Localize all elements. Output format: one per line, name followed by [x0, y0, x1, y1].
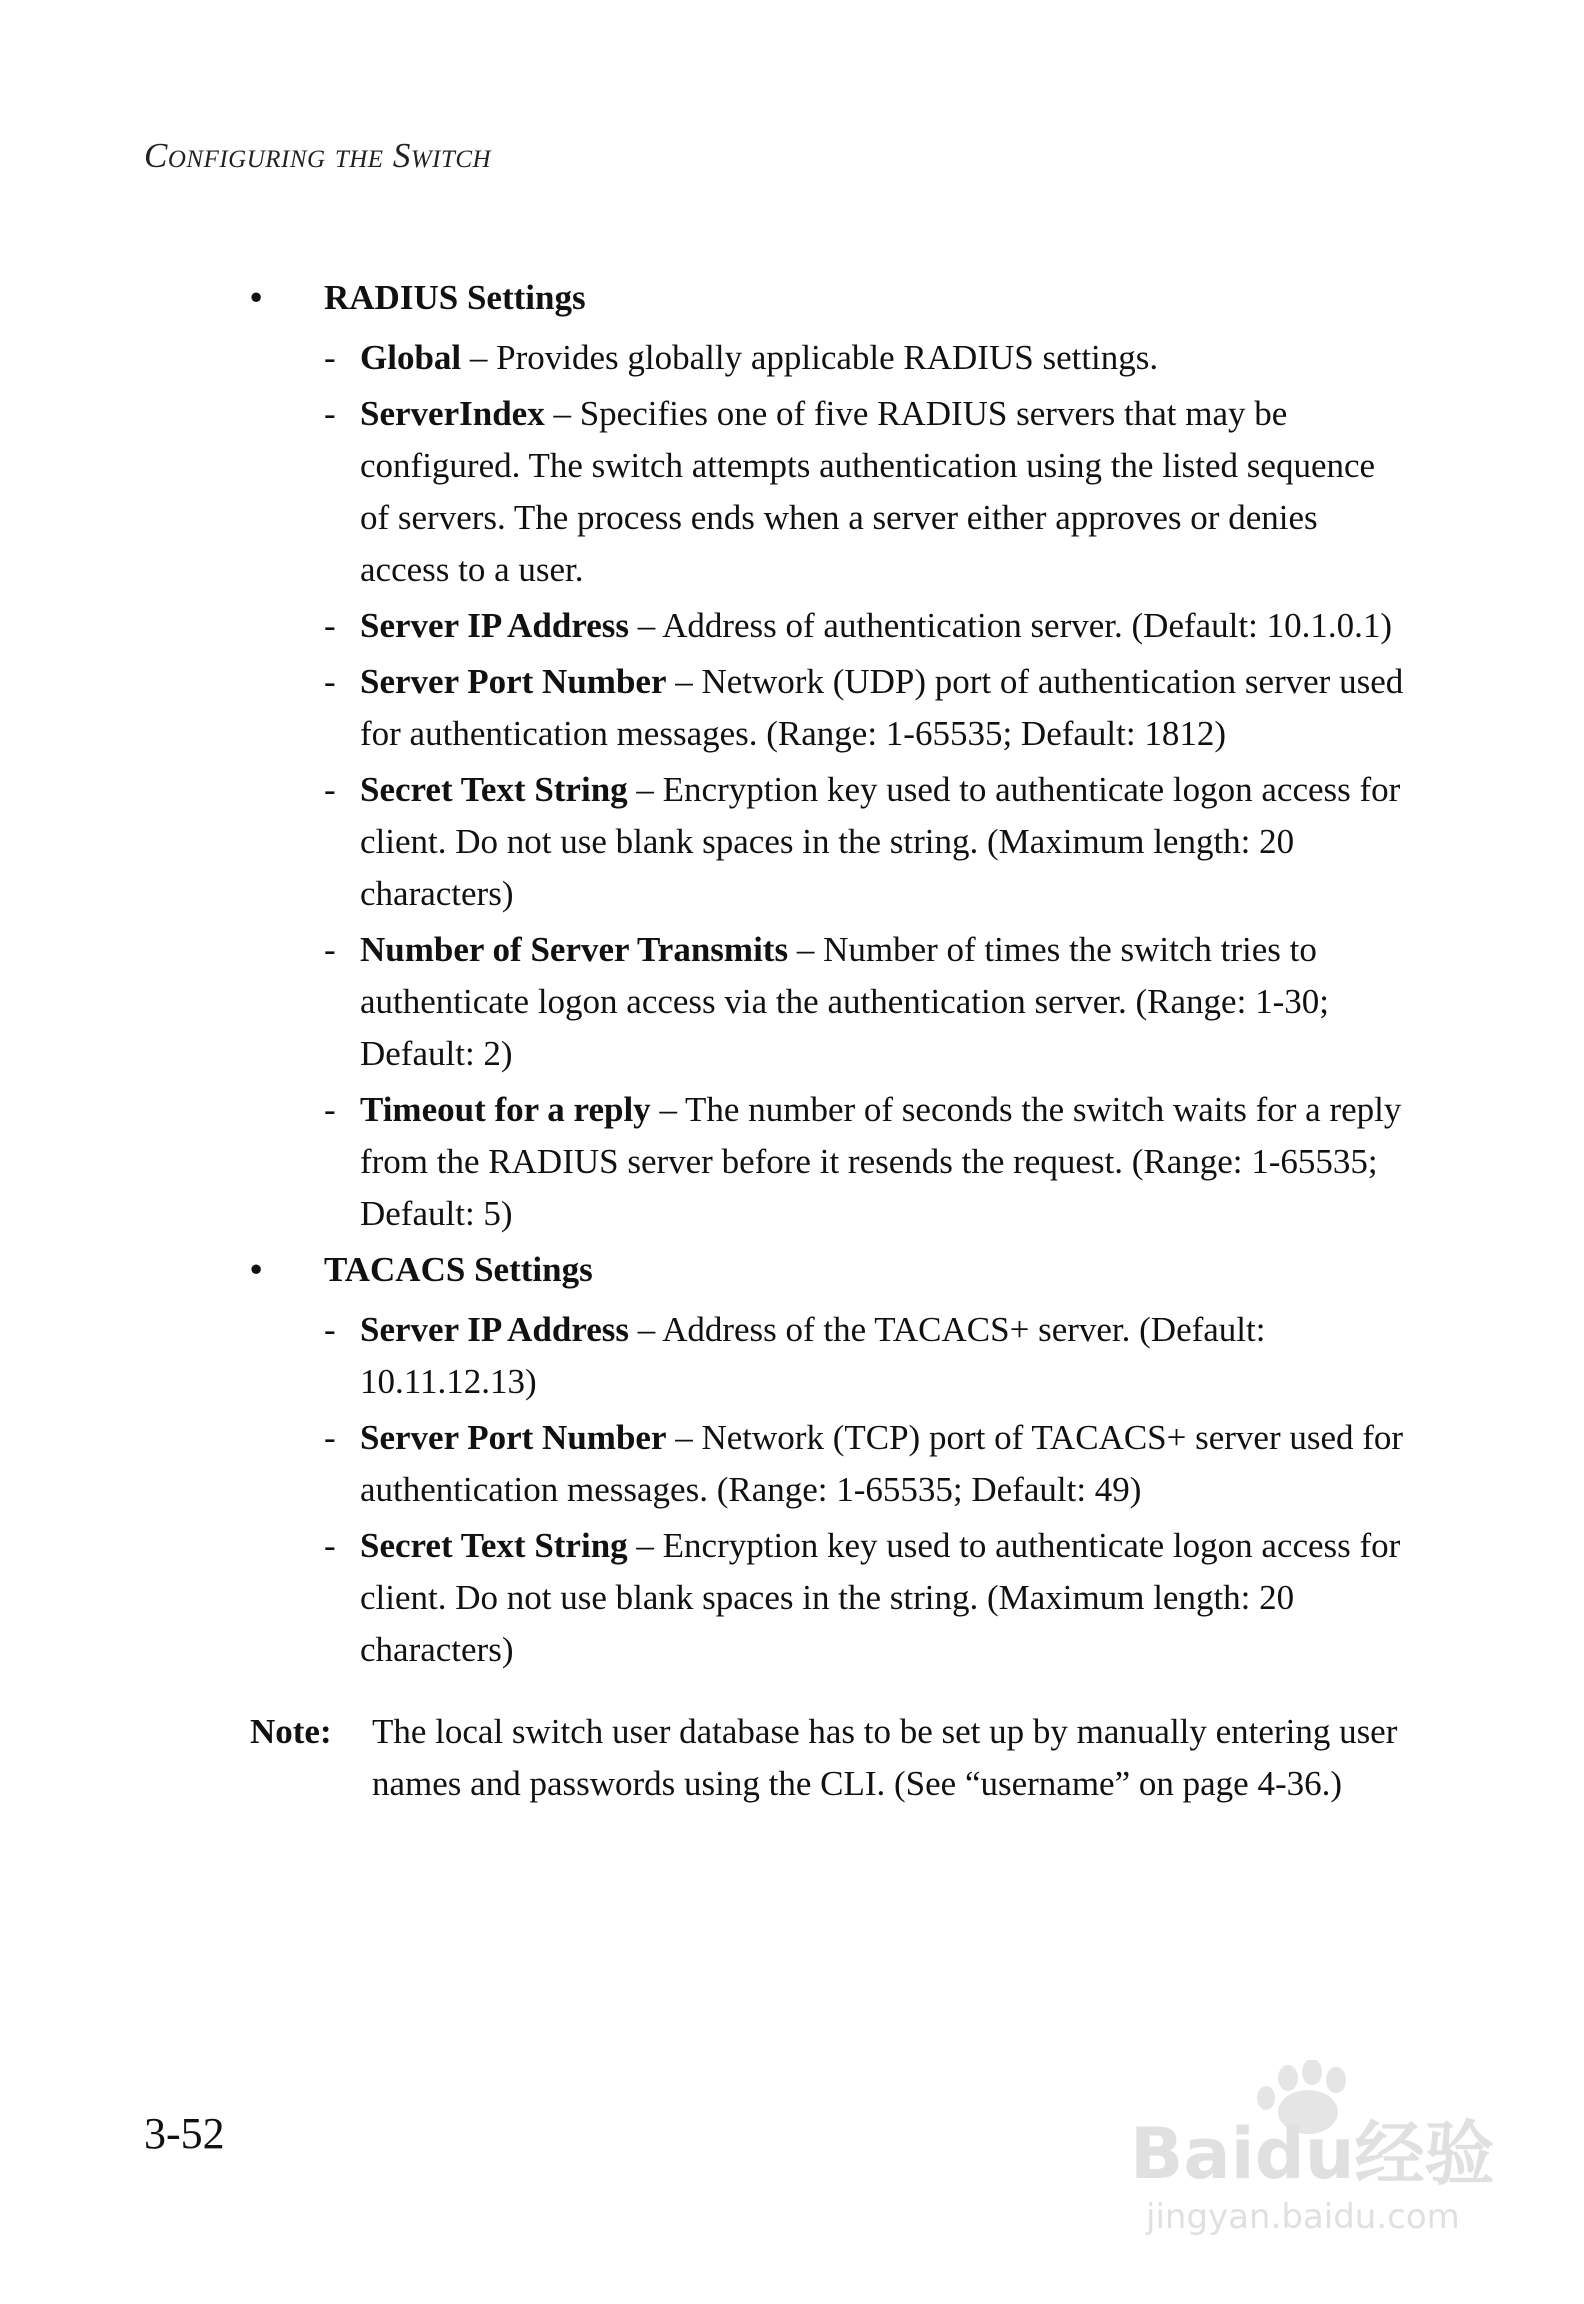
dash-marker: - — [324, 338, 336, 377]
item-description: – Address of the TACACS+ server. (Default: 10.11.12.13) — [360, 1310, 1266, 1401]
list-item — [250, 1520, 1410, 1676]
page-number: 3-52 — [144, 2109, 225, 2158]
dash-marker: - — [324, 606, 336, 645]
tacacs-settings-title: TACACS Settings — [324, 1250, 593, 1289]
dash-marker: - — [324, 1310, 336, 1349]
note-block — [250, 1706, 1410, 1810]
list-item — [250, 332, 1410, 384]
dash-marker: - — [324, 662, 336, 701]
item-description: – Provides globally applicable RADIUS settings. — [461, 338, 1159, 377]
item-term: Secret Text String — [360, 770, 628, 809]
item-description: – Network (UDP) port of authentication server used for authentication messages. (Range: 1-65535; Default: 1812) — [360, 662, 1404, 753]
watermark-url: jingyan.baidu.com — [1146, 2197, 1460, 2237]
list-item — [250, 1412, 1410, 1516]
item-term: ServerIndex — [360, 394, 545, 433]
dash-marker: - — [324, 1090, 336, 1129]
item-term: Secret Text String — [360, 1526, 628, 1565]
note-label: Note: — [250, 1712, 332, 1751]
dash-marker: - — [324, 930, 336, 969]
item-description: – Encryption key used to authenticate logon access for client. Do not use blank spaces in the string. (Maximum length: 20 characters) — [360, 770, 1401, 913]
watermark-brand: Baidu经验 — [1130, 2113, 1495, 2195]
item-term: Timeout for a reply — [360, 1090, 651, 1129]
item-term: Server Port Number — [360, 662, 667, 701]
radius-settings-heading — [250, 272, 1410, 324]
list-item — [250, 1084, 1410, 1240]
item-description: – Number of times the switch tries to authenticate logon access via the authentication server. (Range: 1-30; Default: 2) — [360, 930, 1329, 1073]
baidu-jingyan-watermark — [1110, 2060, 1510, 2250]
dash-marker: - — [324, 1418, 336, 1457]
running-header: Configuring the Switch — [144, 136, 492, 175]
item-description: – Network (TCP) port of TACACS+ server used for authentication messages. (Range: 1-65535; Default: 49) — [360, 1418, 1404, 1509]
item-description: – Specifies one of five RADIUS servers that may be configured. The switch attempts authentication using the listed sequence of servers. The process ends when a server either approves or denies access to a user. — [360, 394, 1376, 589]
list-item — [250, 924, 1410, 1080]
radius-settings-title: RADIUS Settings — [324, 278, 586, 317]
bullet-icon: • — [250, 278, 263, 317]
item-term: Global — [360, 338, 462, 377]
list-item — [250, 764, 1410, 920]
note-text: The local switch user database has to be set up by manually entering user names and passwords using the CLI. (See “username” on page 4-36.) — [372, 1712, 1398, 1803]
item-description: – Address of authentication server. (Default: 10.1.0.1) — [629, 606, 1392, 645]
item-term: Number of Server Transmits — [360, 930, 789, 969]
item-term: Server IP Address — [360, 1310, 629, 1349]
list-item — [250, 656, 1410, 760]
item-term: Server Port Number — [360, 1418, 667, 1457]
dash-marker: - — [324, 1526, 336, 1565]
list-item — [250, 1304, 1410, 1408]
tacacs-settings-heading — [250, 1244, 1410, 1296]
dash-marker: - — [324, 394, 336, 433]
bullet-icon: • — [250, 1250, 263, 1289]
page-content — [250, 272, 1410, 1810]
list-item — [250, 600, 1410, 652]
tacacs-settings-section — [250, 1244, 1410, 1676]
item-description: – The number of seconds the switch waits for a reply from the RADIUS server before it resends the request. (Range: 1-65535; Default: 5) — [360, 1090, 1402, 1233]
dash-marker: - — [324, 770, 336, 809]
radius-settings-section — [250, 272, 1410, 1240]
list-item — [250, 388, 1410, 596]
item-term: Server IP Address — [360, 606, 629, 645]
item-description: – Encryption key used to authenticate logon access for client. Do not use blank spaces in the string. (Maximum length: 20 characters) — [360, 1526, 1401, 1669]
